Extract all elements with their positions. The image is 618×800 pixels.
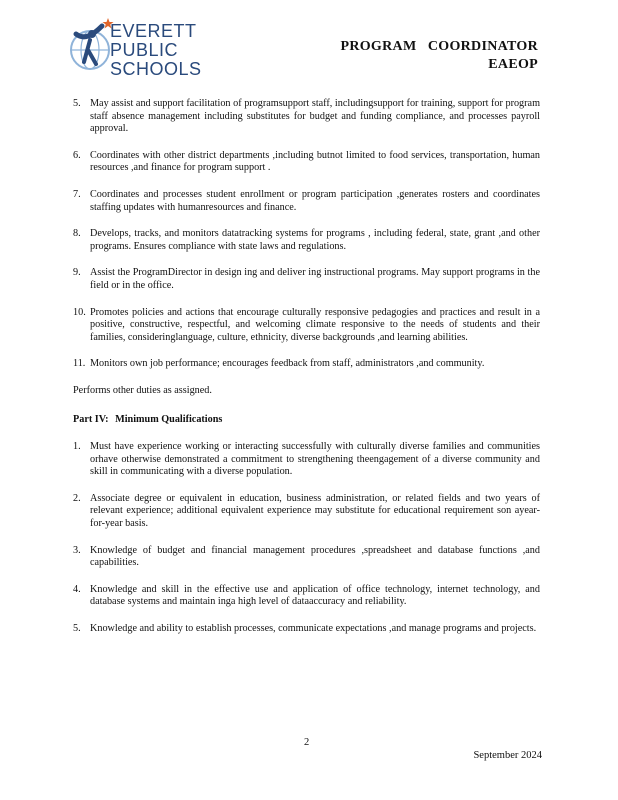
item-number: 11.	[73, 358, 86, 370]
list-item	[73, 150, 540, 175]
list-item	[73, 441, 540, 479]
item-number: 4.	[73, 583, 81, 595]
item-number: 5.	[73, 98, 81, 109]
list-item	[73, 307, 540, 345]
list-item	[73, 493, 540, 531]
list-item	[73, 358, 540, 371]
list-item	[73, 267, 540, 292]
item-number: 7.	[73, 188, 81, 200]
item-number: 1.	[73, 441, 81, 453]
document-body	[73, 98, 540, 650]
list-item	[73, 228, 540, 253]
list-item	[73, 189, 540, 214]
district-logo	[70, 14, 230, 82]
section-title: Minimum Qualifications	[115, 413, 223, 425]
page-number: 2	[304, 737, 310, 748]
item-text: Promotes policies and actions that encourage culturally responsive pedagogies and practices and result in a positive, constructive, respectful, and welcoming climate responsive to the needs of students and their families, consideringlanguage, culture, ethnicity, diverse backgrounds ,and learning abilities.	[90, 306, 540, 343]
title-line-1: PROGRAM COORDINATOR	[340, 39, 538, 54]
section-heading	[73, 414, 540, 427]
item-number: 9.	[73, 267, 81, 279]
item-text: Coordinates and processes student enrollment or program participation ,generates rosters and coordinates staffing updates with humanresources and finance.	[90, 188, 540, 213]
section-part-label: Part IV:	[73, 413, 109, 425]
other-duties-text: Performs other duties as assigned.	[73, 384, 212, 396]
item-text: Monitors own job performance; encourages feedback from staff, administrators ,and community.	[90, 358, 485, 370]
title-line-2: EAEOP	[488, 57, 538, 72]
item-text: Develops, tracks, and monitors datatracking systems for programs , including federal, state, grant ,and other programs. Ensures compliance with state laws and regulations.	[90, 228, 540, 252]
duties-list	[73, 98, 540, 371]
item-text: Coordinates with other district departments ,including butnot limited to food services, transportation, human resources ,and finance for program support .	[90, 149, 540, 174]
logo-line-everett: EVERETT	[110, 21, 197, 41]
item-number: 5.	[73, 623, 81, 635]
document-title	[340, 38, 538, 74]
item-text: Associate degree or equivalent in education, business administration, or related fields and two years of relevant experience; additional equivalent experience may substitute for educational requirement son ayear- for-year basis.	[90, 492, 540, 530]
list-item	[73, 623, 540, 636]
item-number: 6.	[73, 149, 81, 161]
globe-figure-icon	[70, 14, 114, 82]
item-text: Assist the ProgramDirector in design ing and deliver ing instructional programs. May support programs in the field or in the office.	[90, 267, 540, 291]
footer-date: September 2024	[473, 750, 542, 761]
item-text: Knowledge of budget and financial management procedures ,spreadsheet and database functions ,and capabilities.	[90, 544, 540, 569]
item-text: Must have experience working or interacting successfully with culturally diverse families and communities orhave otherwise demonstrated a commitment to strengthening theengagement of a diverse community and skill in communicating with a diverse population.	[90, 441, 540, 478]
list-item	[73, 98, 540, 136]
item-number: 2.	[73, 492, 81, 504]
item-text: May assist and support facilitation of programsupport staff, includingsupport for training, support for program staff absence management including substitutes for budget and funding compliance, and processes payroll approval.	[90, 98, 540, 135]
qualifications-list	[73, 441, 540, 636]
item-text: Knowledge and skill in the effective use and application of office technology, internet technology, and database systems and maintain inga high level of dataaccuracy and reliability.	[90, 583, 540, 608]
item-text: Knowledge and ability to establish processes, communicate expectations ,and manage programs and projects.	[90, 623, 537, 635]
logo-line-public: PUBLIC	[110, 40, 179, 60]
logo-line-schools: SCHOOLS	[110, 59, 202, 79]
item-number: 3.	[73, 544, 81, 556]
list-item	[73, 545, 540, 570]
item-number: 8.	[73, 228, 81, 240]
item-number: 10.	[73, 306, 86, 318]
list-item	[73, 584, 540, 609]
